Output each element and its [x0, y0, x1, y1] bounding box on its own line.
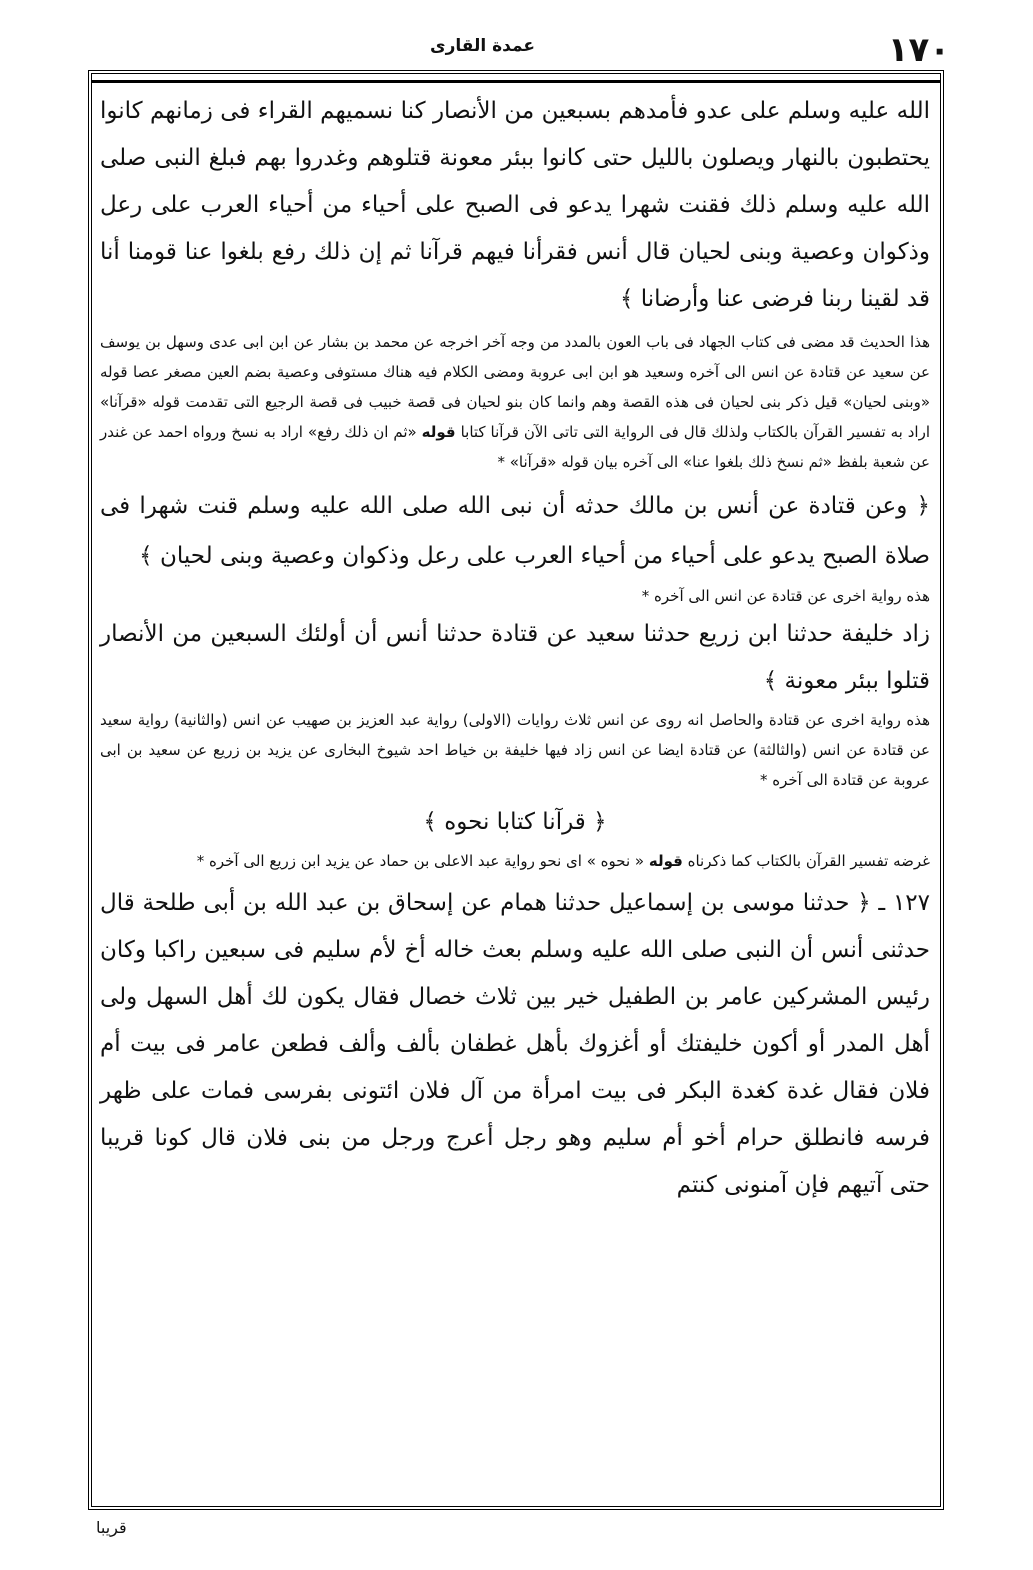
- commentary-text: غرضه تفسير القرآن بالكتاب كما ذكرناه: [687, 852, 930, 870]
- commentary-paragraph: هذه رواية اخرى عن قتادة والحاصل انه روى عن انس ثلاث روايات (الاولى) رواية عبد العزيز بن صهيب عن انس (والثانية) رواية سعيد عن قتادة عن انس (والثالثة) عن قتادة ايضا عن انس زاد فيها خليفة بن خياط احد شيوخ البخارى عن يزيد بن زريع عن سعيد بن ابى عروبة عن قتادة الى آخره *: [100, 711, 930, 789]
- commentary-text: هذا الحديث قد مضى فى كتاب الجهاد فى باب العون بالمدد من وجه آخر اخرجه عن محمد بن بشار عن ابن ابى عدى وسهل بن يوسف عن سعيد عن قتادة عن انس الى آخره وسعيد هو ابن ابى عروبة ومضى الكلام فيه هناك مستوفى وعصية بضم العين مصغر عصا قوله «وبنى لحيان» قيل ذكر بنى لحيان فى هذه القصة وهم وانما كان بنو لحيان فى قصة خبيب فى قصة الرجيع التى تقدمت قوله «قرآنا» اراد به تفسير القرآن بالكتاب ولذلك قال فى الرواية التى تاتى الآن قرآنا كتابا: [100, 333, 930, 441]
- commentary-paragraph: [100, 846, 930, 876]
- qawluhu-marker: قوله: [648, 852, 683, 870]
- hadith-text-block: الله عليه وسلم على عدو فأمدهم بسبعين من الأنصار كنا نسميهم القراء فى زمانهم كانوا يحتطبون بالنهار ويصلون بالليل حتى كانوا ببئر معونة قتلوهم وغدروا بهم فبلغ النبى صلى الله عليه وسلم ذلك فقنت شهرا يدعو فى الصبح على أحياء من أحياء العرب على رعل وذكوان وعصية وبنى لحيان قال أنس فقرأنا فيهم قرآنا ثم إن ذلك رفع بلغوا عنا قومنا أنا قد لقينا ربنا فرضى عنا وأرضانا ﴾: [100, 98, 930, 312]
- qawluhu-marker: قوله: [421, 423, 456, 441]
- hadith-text-block: ١٢٧ ـ ﴿ حدثنا موسى بن إسماعيل حدثنا همام عن إسحاق بن عبد الله بن أبى طلحة قال حدثنى أنس أن النبى صلى الله عليه وسلم بعث خاله أخ لأم سليم فى سبعين راكبا وكان رئيس المشركين عامر بن الطفيل خير بين ثلاث خصال فقال يكون لك أهل السهل ولى أهل المدر أو أكون خليفتك أو أغزوك بأهل غطفان بألف وألف فطعن عامر فى بيت أم فلان فقال غدة كغدة البكر فى بيت امرأة من آل فلان ائتونى بفرسى فمات على ظهر فرسه فانطلق حرام أخو أم سليم وهو رجل أعرج ورجل من بنى فلان قال كونا قريبا حتى آتيهم فإن آمنونى كنتم: [100, 890, 930, 1198]
- commentary-text-tail: « نحوه » اى نحو رواية عبد الاعلى بن حماد عن يزيد ابن زريع الى آخره *: [196, 852, 645, 870]
- page-number: ١٧٠: [887, 30, 950, 70]
- hadith-heading: ﴿ قرآنا كتابا نحوه ﴾: [423, 809, 607, 835]
- frame-top-rule: [92, 80, 940, 83]
- hadith-text-block: زاد خليفة حدثنا ابن زريع حدثنا سعيد عن قتادة حدثنا أنس أن أولئك السبعين من الأنصار قتلوا ببئر معونة ﴾: [100, 621, 930, 694]
- commentary-paragraph: [100, 327, 930, 477]
- page-content: [100, 88, 930, 1209]
- hadith-text-block: ﴿ وعن قتادة عن أنس بن مالك حدثه أن نبى الله صلى الله عليه وسلم قنت شهرا فى صلاة الصبح يدعو على أحياء من أحياء العرب على رعل وذكوان وعصية وبنى لحيان ﴾: [100, 493, 930, 569]
- commentary-text-tail: «ثم ان ذلك رفع» اراد به نسخ ورواه احمد عن غندر عن شعبة بلفظ «ثم نسخ ذلك بلغوا عنا» الى آخره بيان قوله «قرآنا» *: [100, 423, 930, 471]
- commentary-paragraph: هذه رواية اخرى عن قتادة عن انس الى آخره *: [641, 587, 930, 605]
- catchword: قريبا: [96, 1518, 127, 1537]
- page-header: [90, 30, 950, 72]
- running-title: عمدة القارى: [430, 36, 535, 56]
